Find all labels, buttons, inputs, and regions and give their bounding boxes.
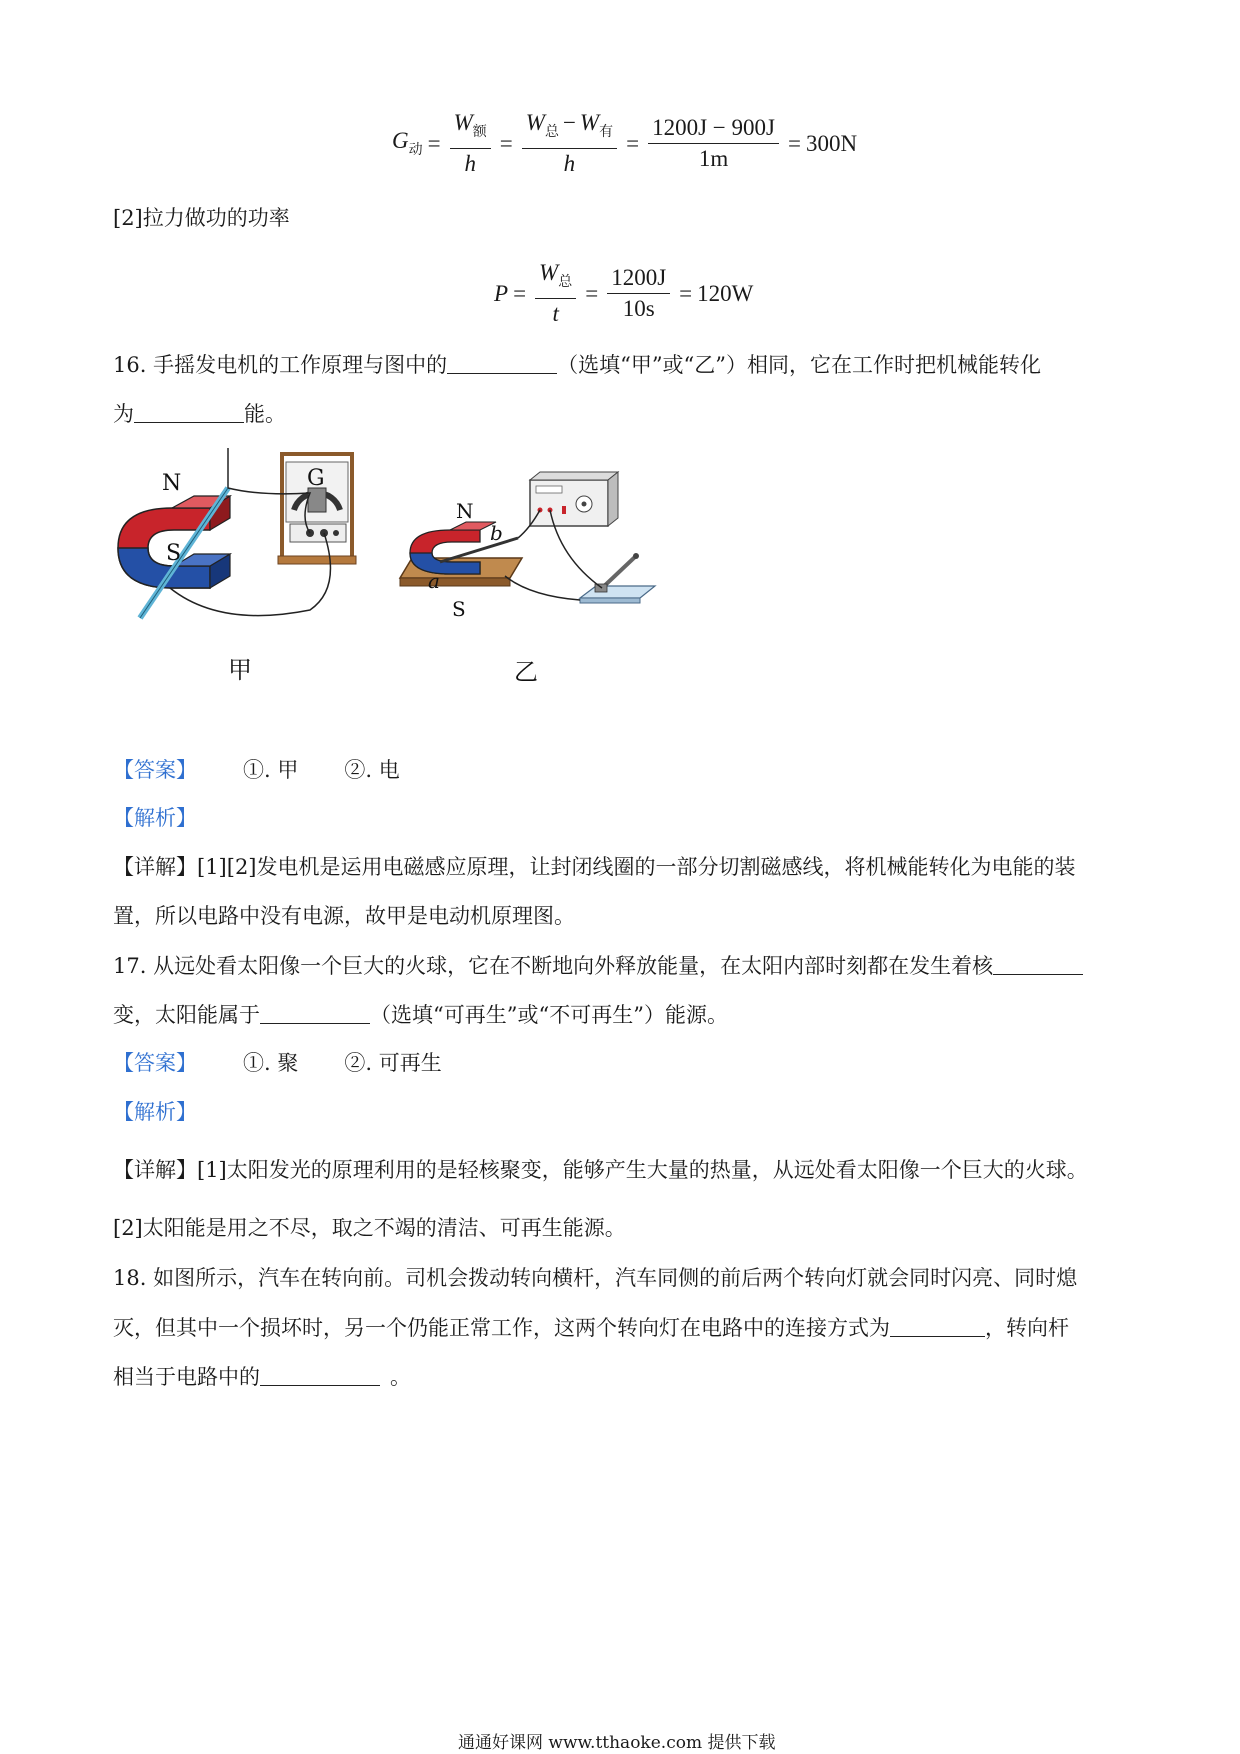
equals-sign: = — [499, 130, 513, 156]
power-intro-line: [2]拉力做功的功率 — [113, 206, 290, 230]
figure-label-yi: 乙 — [514, 658, 538, 686]
q18-line1: 18. 如图所示，汽车在转向前。司机会拨动转向横杆，汽车同侧的前后两个转向灯就会同时闪亮、同时熄 — [113, 1266, 1078, 1290]
knife-switch — [580, 553, 655, 603]
equals-sign: = — [513, 280, 527, 306]
formula-dynamic-pulley-weight — [392, 110, 857, 177]
q16-detail-line1: 【详解】[1][2]发电机是运用电磁感应原理，让封闭线圈的一部分切割磁感线，将机械能转化为电能的装 — [113, 855, 1076, 879]
q17-detail-line1: 【详解】[1]太阳发光的原理利用的是轻核聚变，能够产生大量的热量，从远处看太阳像一个巨大的火球。 — [113, 1158, 1088, 1182]
fraction-numeric: $\frac{1200J}{10s}$ — [607, 265, 670, 322]
figure-jia-yi — [110, 448, 750, 688]
wire — [505, 576, 580, 600]
left-N-label: N — [162, 471, 182, 496]
fraction-total-minus-useful: $\frac{W_总 - W_有}{h}$ — [522, 110, 617, 177]
q16-detail-line2: 置，所以电路中没有电源，故甲是电动机原理图。 — [113, 904, 575, 928]
q16-line1: 16. 手摇发电机的工作原理与图中的 （选填“甲”或“乙”）相同，它在工作时把机械能转化 — [113, 349, 1041, 380]
q17-answer-line — [113, 1048, 442, 1078]
right-N-label: N — [456, 499, 474, 523]
answer-blank — [260, 999, 370, 1024]
equals-sign: = — [679, 280, 693, 306]
formula1-result: 300N — [805, 130, 858, 156]
equals-sign: = — [427, 130, 441, 156]
q16-answer-line — [113, 755, 400, 785]
detail-tag: 【详解】 — [113, 1158, 197, 1182]
page-footer: 通通好课网 www.tthaoke.com 提供下载 — [458, 1733, 776, 1753]
power-supply — [530, 472, 618, 526]
answer-item: ①. 甲 — [243, 758, 299, 782]
answer-tag: 【答案】 — [113, 1051, 197, 1075]
equals-sign: = — [787, 130, 801, 156]
answer-blank — [260, 1361, 380, 1386]
meter-G-label: G — [307, 466, 325, 491]
answer-tag: 【答案】 — [113, 758, 197, 782]
q17-analysis-tag: 【解析】 — [113, 1100, 197, 1124]
answer-blank — [447, 349, 557, 374]
answer-item: ②. 电 — [344, 758, 400, 782]
fraction-numeric: $\frac{1200J - 900J}{1m}$ — [648, 115, 779, 172]
right-S-label: S — [452, 597, 466, 621]
figure-label-jia: 甲 — [228, 656, 252, 684]
equals-sign: = — [626, 130, 640, 156]
answer-blank — [993, 950, 1083, 975]
q18-line2: 灭，但其中一个损坏时，另一个仍能正常工作，这两个转向灯在电路中的连接方式为 ，转向杆 — [113, 1312, 1069, 1343]
formula2-lhs: P — [494, 280, 509, 306]
right-a-label: a — [428, 569, 440, 593]
answer-item: ②. 可再生 — [344, 1051, 442, 1075]
answer-blank — [890, 1312, 985, 1337]
answer-blank — [134, 398, 244, 423]
detail-tag: 【详解】 — [113, 855, 197, 879]
q17-line1: 17. 从远处看太阳像一个巨大的火球，它在不断地向外释放能量，在太阳内部时刻都在发生着核 — [113, 950, 1083, 981]
formula2-result: 120W — [697, 280, 754, 306]
q16-line2: 为 能。 — [113, 398, 286, 429]
q16-analysis-tag: 【解析】 — [113, 806, 197, 830]
q17-detail-line2: [2]太阳能是用之不尽，取之不竭的清洁、可再生能源。 — [113, 1216, 626, 1240]
equals-sign: = — [585, 280, 599, 306]
left-S-label: S — [166, 541, 182, 566]
fraction-w-total-over-t: $\frac{W_总}{t}$ — [535, 260, 576, 327]
q18-line3: 相当于电路中的 。 — [113, 1361, 411, 1392]
answer-item: ①. 聚 — [243, 1051, 299, 1075]
fraction-w-extra-over-h: $\frac{W_额}{h}$ — [450, 110, 491, 177]
formula1-lhs: $G_动$ — [392, 128, 423, 158]
q17-line2: 变，太阳能属于 （选填“可再生”或“不可再生”）能源。 — [113, 999, 728, 1030]
formula-power — [494, 260, 753, 327]
right-b-label: b — [490, 521, 503, 545]
